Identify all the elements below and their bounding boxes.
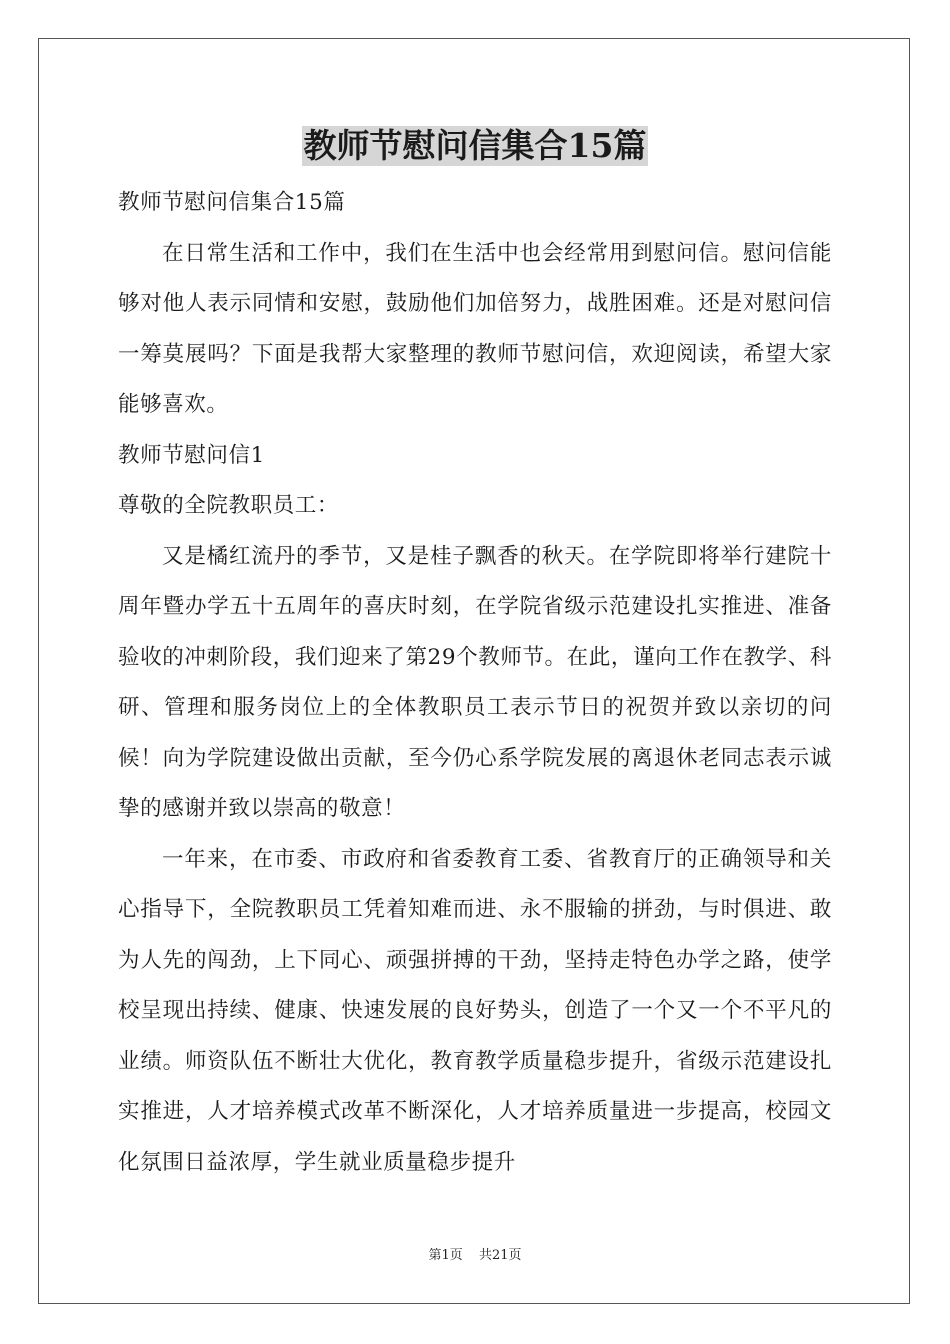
body-paragraph-2: 一年来，在市委、市政府和省委教育工委、省教育厅的正确领导和关心指导下，全院教职员工凭着知难而进、永不服输的拼劲，与时俱进、敢为人先的闯劲，上下同心、顽强拼搏的干劲，坚持走特色办学之路，使学校呈现出持续、健康、快速发展的良好势头，创造了一个又一个不平凡的业绩。师资队伍不断壮大优化，教育教学质量稳步提升，省级示范建设扎实推进，人才培养模式改革不断深化，人才培养质量进一步提高，校园文化氛围日益浓厚，学生就业质量稳步提升 — [118, 846, 832, 1175]
total-pages: 共21页 — [478, 1248, 522, 1263]
page-number: 第1页 — [428, 1248, 463, 1263]
salutation: 尊敬的全院教职员工： — [118, 493, 340, 518]
document-body — [118, 178, 832, 1188]
page-footer — [0, 1246, 950, 1266]
intro-paragraph: 在日常生活和工作中，我们在生活中也会经常用到慰问信。慰问信能够对他人表示同情和安慰，鼓励他们加倍努力，战胜困难。还是对慰问信一筹莫展吗？下面是我帮大家整理的教师节慰问信，欢迎阅读，希望大家能够喜欢。 — [118, 240, 832, 417]
section-heading: 教师节慰问信1 — [118, 442, 265, 468]
subtitle-line: 教师节慰问信集合15篇 — [118, 190, 346, 215]
body-paragraph-1: 又是橘红流丹的季节，又是桂子飘香的秋天。在学院即将举行建院十周年暨办学五十五周年的喜庆时刻，在学院省级示范建设扎实推进、准备验收的冲刺阶段，我们迎来了第29个教师节。在此，谨向工作在教学、科研、管理和服务岗位上的全体教职员工表示节日的祝贺并致以亲切的问候！向为学院建设做出贡献，至今仍心系学院发展的离退休老同志表示诚挚的感谢并致以崇高的敬意！ — [118, 543, 832, 821]
title-container — [0, 126, 950, 166]
document-title: 教师节慰问信集合15篇 — [303, 126, 647, 165]
